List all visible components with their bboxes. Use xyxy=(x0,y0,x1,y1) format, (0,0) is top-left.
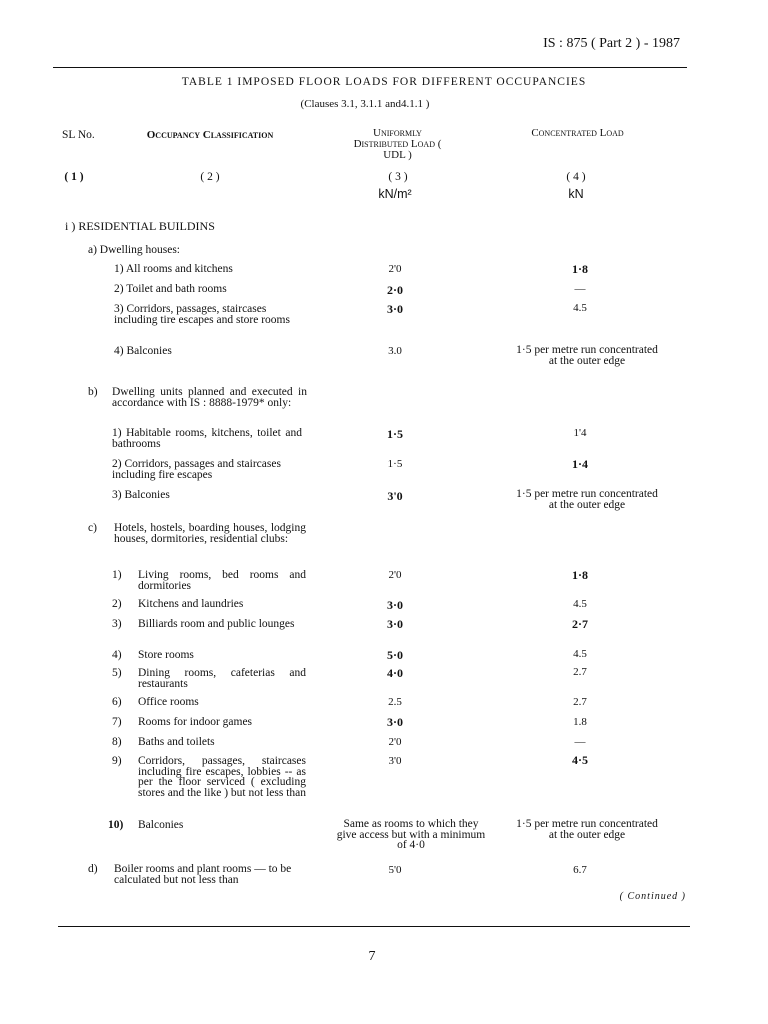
group-c-num-6: 6) xyxy=(112,696,122,708)
group-b-label: Dwelling units planned and executed in accordance with IS : 8888-1979* only: xyxy=(112,386,307,409)
group-c-item-2: Kitchens and laundries xyxy=(138,598,244,610)
group-d-conc: 6.7 xyxy=(573,864,587,876)
group-c-num-3: 3) xyxy=(112,618,122,630)
group-c-marker: c) xyxy=(88,522,97,534)
col-num-2: ( 2 ) xyxy=(200,171,220,183)
group-a-udl-3: 3·0 xyxy=(386,302,403,316)
group-a-conc-4: 1·5 per metre run concentrated at the outer edge xyxy=(516,344,658,367)
group-c-item-7: Rooms for indoor games xyxy=(138,716,253,728)
group-b-conc-2: 1·4 xyxy=(571,457,588,471)
group-b-item-3: 3) Balconies xyxy=(112,489,170,501)
group-c-num-2: 2) xyxy=(112,598,122,610)
group-b-marker: b) xyxy=(88,386,98,398)
group-c-num-7: 7) xyxy=(112,716,122,728)
group-b-conc-1: 1'4 xyxy=(573,427,587,439)
col-num-1: ( 1 ) xyxy=(64,171,84,183)
group-a-udl-1: 2'0 xyxy=(388,263,402,275)
group-c-item-3: Billiards room and public lounges xyxy=(138,618,295,630)
group-b-item-1: 1) Habitable rooms, kitchens, toilet and bathrooms xyxy=(112,427,302,450)
group-c-udl-5: 4·0 xyxy=(386,666,403,680)
group-c-conc-10: 1·5 per metre run concentrated at the outer edge xyxy=(516,818,658,841)
group-c-conc-7: 1.8 xyxy=(573,716,587,728)
col-sl-heading: SL No. xyxy=(62,129,95,141)
top-rule xyxy=(53,67,687,68)
continued-note: ( Continued ) xyxy=(619,891,686,902)
group-a-conc-3: 4.5 xyxy=(573,302,587,314)
group-a-item-2: 2) Toilet and bath rooms xyxy=(114,283,227,295)
group-a-item-4: 4) Balconies xyxy=(114,345,172,357)
group-c-udl-9: 3'0 xyxy=(388,755,402,767)
group-b-udl-3: 3'0 xyxy=(387,489,403,503)
group-b-udl-1: 1·5 xyxy=(386,427,403,441)
group-c-udl-3: 3·0 xyxy=(386,617,403,631)
group-c-conc-2: 4.5 xyxy=(573,598,587,610)
group-c-udl-4: 5·0 xyxy=(386,648,403,662)
conc-unit: kN xyxy=(568,187,584,201)
group-d-item: Boiler rooms and plant rooms — to be calculated but not less than xyxy=(114,863,292,886)
group-d-udl: 5'0 xyxy=(388,864,402,876)
group-c-conc-3: 2·7 xyxy=(571,617,588,631)
group-c-item-6: Office rooms xyxy=(138,696,199,708)
group-c-conc-9: 4·5 xyxy=(571,753,588,767)
group-c-num-10: 10) xyxy=(108,819,124,831)
group-a-udl-2: 2·0 xyxy=(386,283,403,297)
group-c-num-4: 4) xyxy=(112,649,122,661)
group-d-marker: d) xyxy=(88,863,98,875)
section-residential: i ) RESIDENTIAL BUILDINS xyxy=(65,219,215,233)
group-a-label: a) Dwelling houses: xyxy=(88,244,180,256)
group-b-item-2: 2) Corridors, passages and staircases including fire escapes xyxy=(112,458,281,481)
group-c-num-5: 5) xyxy=(112,667,122,679)
group-c-label: Hotels, hostels, boarding houses, lodging houses, dormitories, residential clubs: xyxy=(114,522,306,545)
group-a-item-1: 1) All rooms and kitchens xyxy=(114,263,233,275)
group-a-item-3: 3) Corridors, passages, staircases including tire escapes and store rooms xyxy=(114,303,290,326)
group-c-udl-8: 2'0 xyxy=(388,736,402,748)
group-a-conc-2: — xyxy=(574,283,586,295)
col-num-3: ( 3 ) xyxy=(388,171,408,183)
page-number: 7 xyxy=(368,949,376,964)
group-c-udl-10: Same as rooms to which they give access but with a minimum of 4·0 xyxy=(336,818,486,851)
group-a-udl-4: 3.0 xyxy=(388,345,402,357)
group-c-num-9: 9) xyxy=(112,755,122,767)
group-c-item-8: Baths and toilets xyxy=(138,736,215,748)
group-c-item-5: Dining rooms, cafeterias and restaurants xyxy=(138,667,306,690)
table-clauses: (Clauses 3.1, 3.1.1 and4.1.1 ) xyxy=(300,98,430,110)
group-c-conc-1: 1·8 xyxy=(571,568,588,582)
standard-reference: IS : 875 ( Part 2 ) - 1987 xyxy=(543,36,680,51)
col-occupancy-heading: Occupancy Classification xyxy=(146,129,274,141)
group-c-udl-6: 2.5 xyxy=(388,696,402,708)
group-c-conc-4: 4.5 xyxy=(573,648,587,660)
group-a-conc-1: 1·8 xyxy=(571,262,588,276)
col-udl-heading: Uniformly Distributed Load ( UDL ) xyxy=(353,127,442,161)
group-b-udl-2: 1·5 xyxy=(387,458,403,470)
group-c-conc-5: 2.7 xyxy=(573,666,587,678)
col-num-4: ( 4 ) xyxy=(566,171,586,183)
table-title: TABLE 1 IMPOSED FLOOR LOADS FOR DIFFERENT OCCUPANCIES xyxy=(181,76,587,88)
bottom-rule xyxy=(58,926,690,927)
group-c-num-1: 1) xyxy=(112,569,122,581)
group-c-item-9: Corridors, passages, staircases including fire escapes, lobbies -- as per the floor serviced ( excluding stores and the like ) but not less than xyxy=(138,755,306,799)
group-c-conc-8: — xyxy=(574,736,586,748)
group-c-udl-1: 2'0 xyxy=(388,569,402,581)
group-c-num-8: 8) xyxy=(112,736,122,748)
group-c-item-1: Living rooms, bed rooms and dormitories xyxy=(138,569,306,592)
group-c-item-10: Balconies xyxy=(138,819,184,831)
group-c-item-4: Store rooms xyxy=(138,649,194,661)
group-c-conc-6: 2.7 xyxy=(573,696,587,708)
group-b-conc-3: 1·5 per metre run concentrated at the outer edge xyxy=(516,488,658,511)
udl-unit: kN/m² xyxy=(378,187,412,201)
group-c-udl-7: 3·0 xyxy=(386,715,403,729)
col-concentrated-heading: Concentrated Load xyxy=(531,127,624,139)
group-c-udl-2: 3·0 xyxy=(386,598,403,612)
